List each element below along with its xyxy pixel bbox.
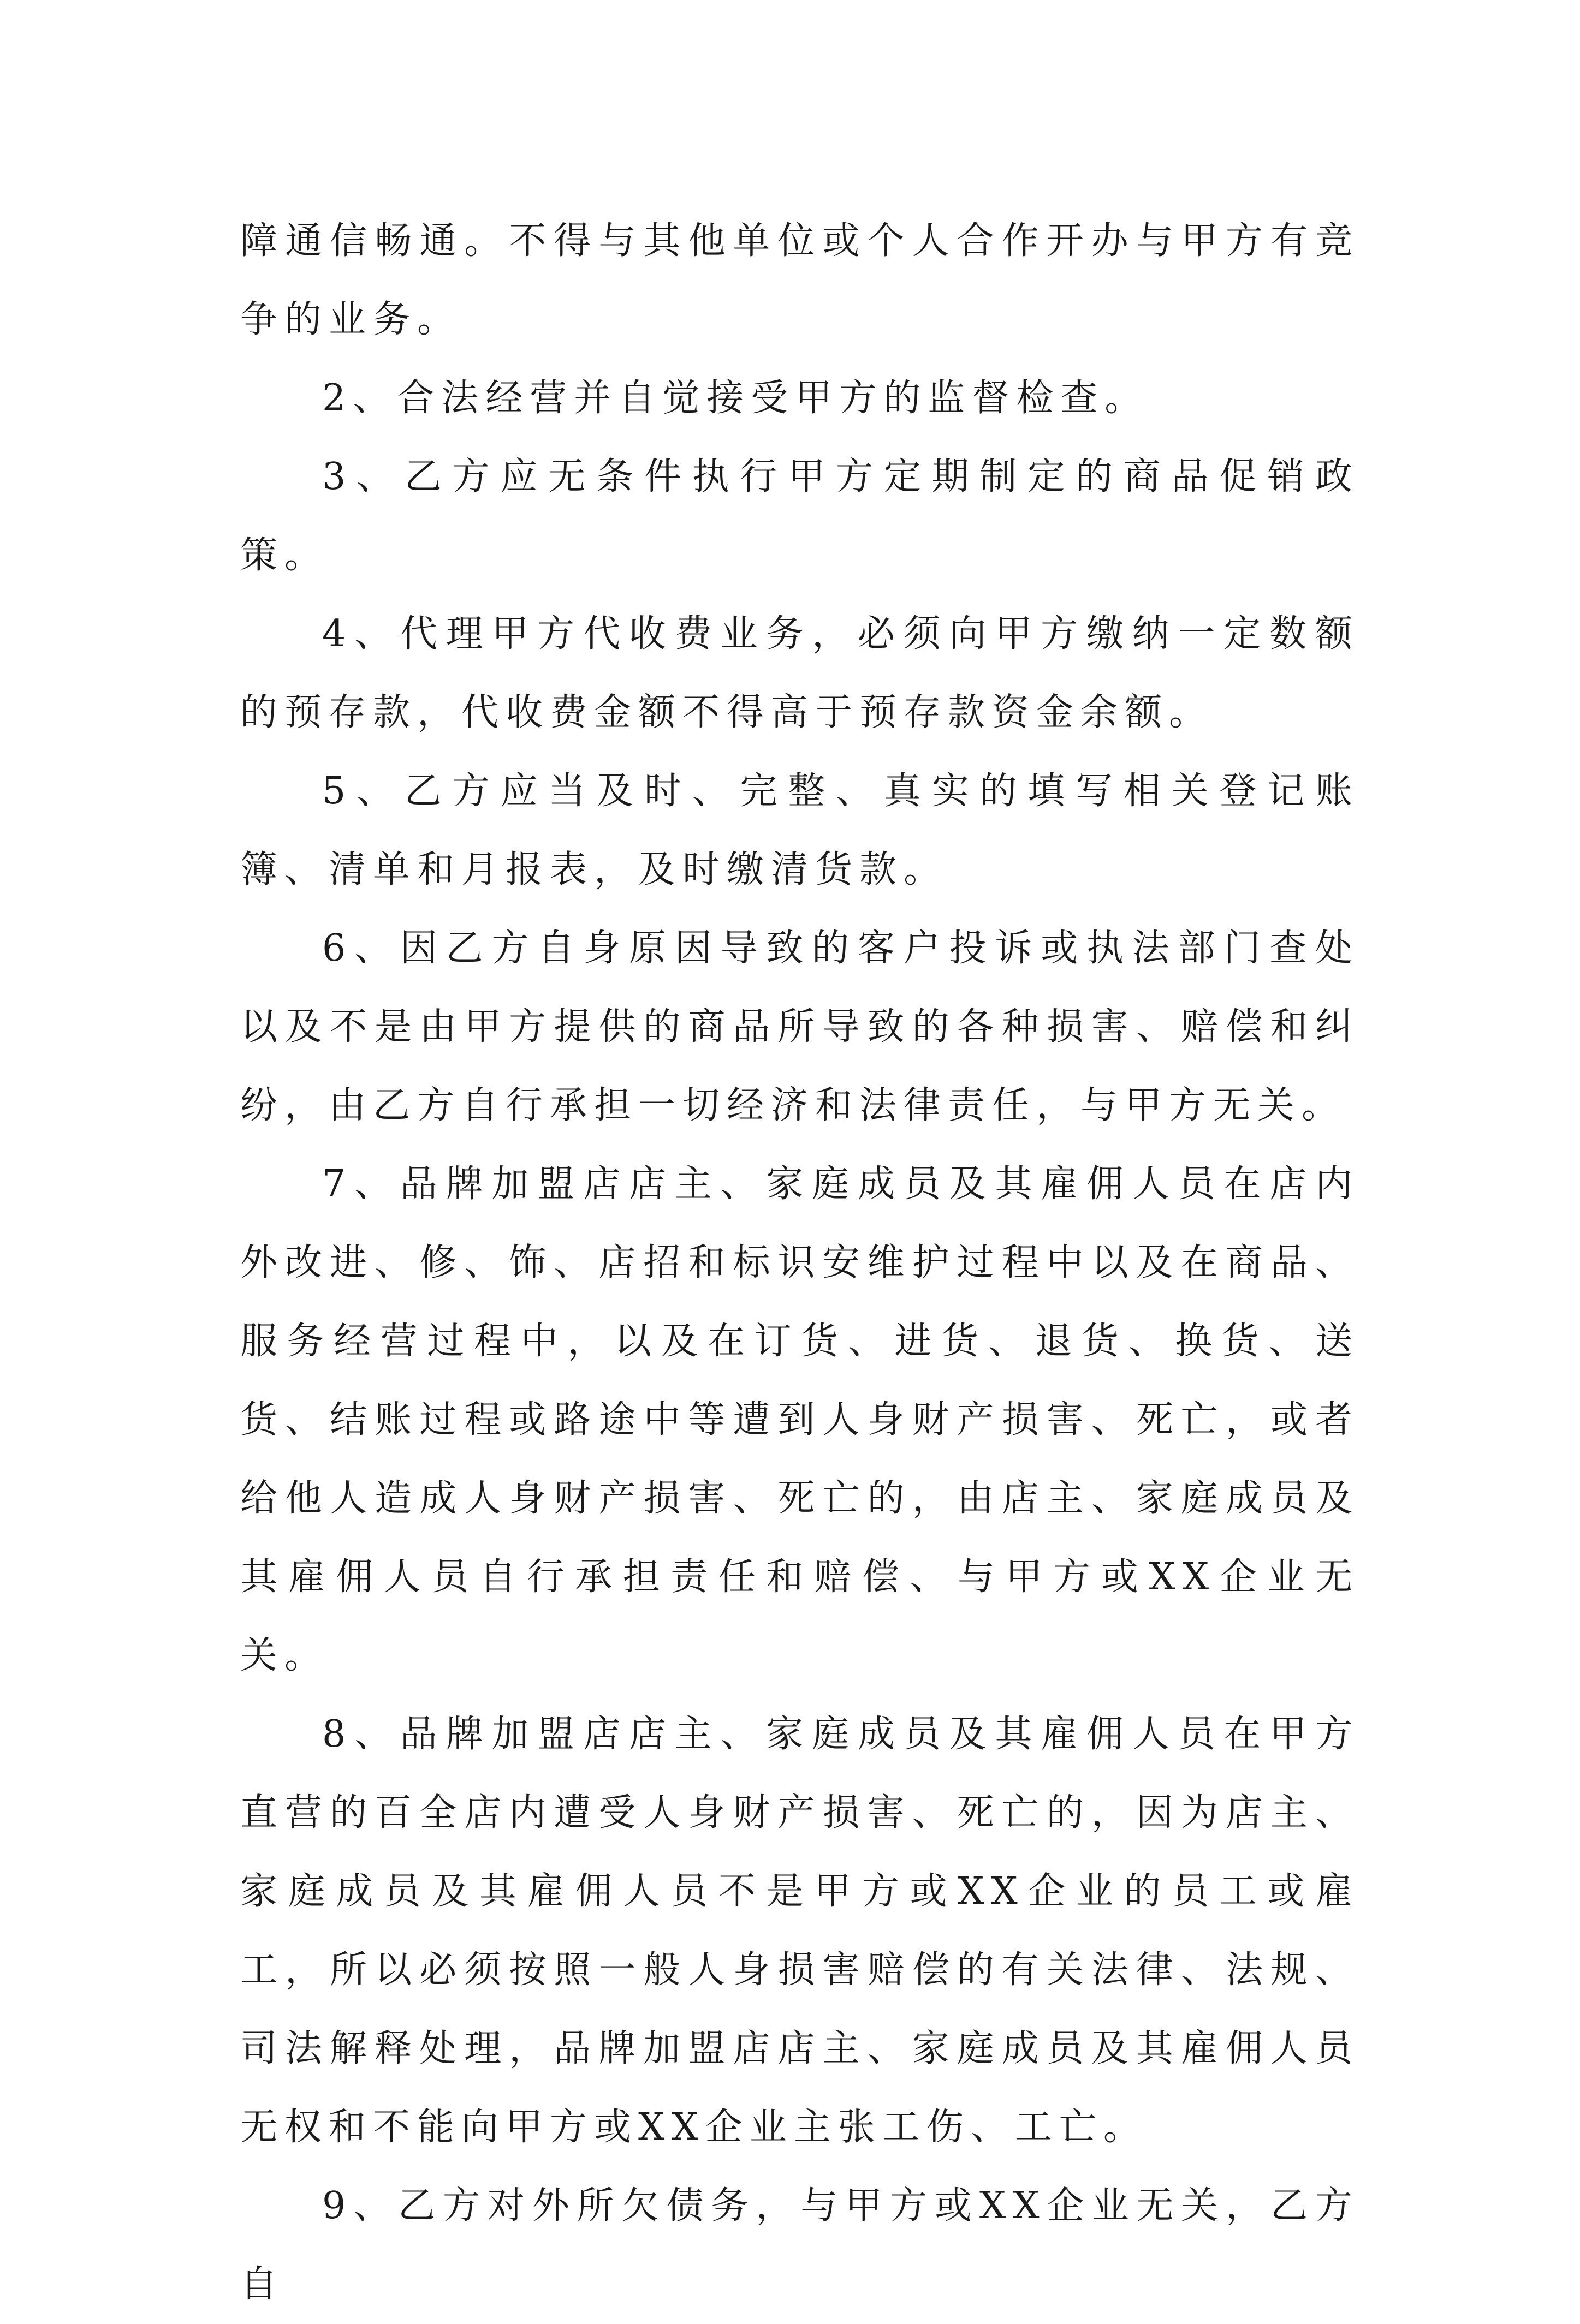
- paragraph-clause-3: 3、乙方应无条件执行甲方定期制定的商品促销政策。: [240, 455, 1359, 577]
- paragraph-clause-7: 7、品牌加盟店店主、家庭成员及其雇佣人员在店内外改进、修、饰、店招和标识安维护过程中以及在商品、服务经营过程中，以及在订货、进货、退货、换货、送货、结账过程或路途中等遭到人身财产损害、死亡，或者给他人造成人身财产损害、死亡的，由店主、家庭成员及其雇佣人员自行承担责任和赔偿、与甲方或XX企业无关。: [240, 1163, 1359, 1677]
- paragraph-clause-9: 9、乙方对外所欠债务，与甲方或XX企业无关，乙方自: [240, 2184, 1359, 2306]
- paragraph-clause-2: 2、合法经营并自觉接受甲方的监督检查。: [322, 377, 1149, 420]
- paragraph-clause-8: 8、品牌加盟店店主、家庭成员及其雇佣人员在甲方直营的百全店内遭受人身财产损害、死亡的，因为店主、家庭成员及其雇佣人员不是甲方或XX企业的员工或雇工，所以必须按照一般人身损害赔偿的有关法律、法规、司法解释处理，品牌加盟店店主、家庭成员及其雇佣人员无权和不能向甲方或XX企业主张工伤、工亡。: [240, 1713, 1359, 2149]
- paragraph-clause-5: 5、乙方应当及时、完整、真实的填写相关登记账簿、清单和月报表，及时缴清货款。: [240, 770, 1359, 891]
- paragraph-clause-6: 6、因乙方自身原因导致的客户投诉或执法部门查处以及不是由甲方提供的商品所导致的各种损害、赔偿和纠纷，由乙方自行承担一切经济和法律责任，与甲方无关。: [240, 927, 1359, 1127]
- document-body: [240, 202, 1359, 2324]
- paragraph-clause-4: 4、代理甲方代收费业务，必须向甲方缴纳一定数额的预存款，代收费金额不得高于预存款资金余额。: [240, 612, 1359, 734]
- paragraph-continuation: 障通信畅通。不得与其他单位或个人合作开办与甲方有竞争的业务。: [240, 219, 1359, 341]
